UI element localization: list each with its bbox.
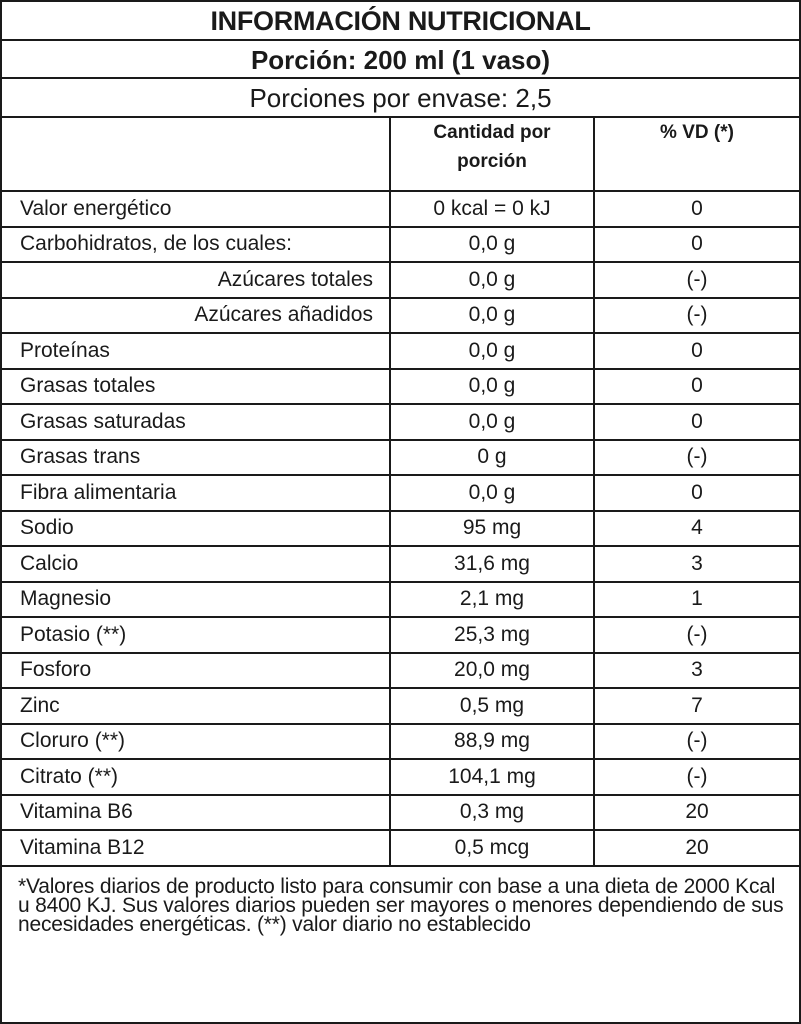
nutrient-amount: 0 kcal = 0 kJ [390, 191, 594, 227]
nutrient-daily-value: (-) [594, 617, 799, 653]
nutrient-name: Valor energético [2, 191, 390, 227]
nutrient-amount: 0,0 g [390, 475, 594, 511]
table-row [2, 724, 799, 760]
nutrient-name: Potasio (**) [2, 617, 390, 653]
table-header-row [2, 118, 799, 191]
table-row [2, 262, 799, 298]
table-row [2, 830, 799, 866]
nutrient-daily-value: 0 [594, 475, 799, 511]
table-row [2, 227, 799, 263]
column-header-amount [390, 118, 594, 191]
label-title: INFORMACIÓN NUTRICIONAL [2, 2, 799, 41]
nutrient-amount: 31,6 mg [390, 546, 594, 582]
nutrient-amount: 0,0 g [390, 369, 594, 405]
table-row [2, 191, 799, 227]
nutrient-daily-value: 0 [594, 404, 799, 440]
column-header-nutrient [2, 118, 390, 191]
servings-per-container: Porciones por envase: 2,5 [2, 79, 799, 118]
nutrient-name: Magnesio [2, 582, 390, 618]
table-row [2, 298, 799, 334]
nutrient-name: Azúcares añadidos [2, 298, 390, 334]
table-row [2, 546, 799, 582]
nutrient-daily-value: 1 [594, 582, 799, 618]
serving-size: Porción: 200 ml (1 vaso) [2, 41, 799, 79]
nutrient-daily-value: 3 [594, 546, 799, 582]
nutrient-daily-value: 4 [594, 511, 799, 547]
nutrient-name: Calcio [2, 546, 390, 582]
nutrient-daily-value: 0 [594, 191, 799, 227]
nutrient-daily-value: 3 [594, 653, 799, 689]
nutrient-name: Grasas saturadas [2, 404, 390, 440]
nutrient-name: Zinc [2, 688, 390, 724]
table-row [2, 440, 799, 476]
nutrient-amount: 0,5 mg [390, 688, 594, 724]
nutrient-amount: 0,0 g [390, 227, 594, 263]
nutrient-name: Proteínas [2, 333, 390, 369]
table-row [2, 475, 799, 511]
table-row [2, 333, 799, 369]
nutrient-daily-value: (-) [594, 262, 799, 298]
nutrient-amount: 0,0 g [390, 333, 594, 369]
nutrient-daily-value: 20 [594, 830, 799, 866]
table-row [2, 759, 799, 795]
nutrient-rows [2, 191, 799, 866]
nutrient-amount: 0 g [390, 440, 594, 476]
nutrient-name: Cloruro (**) [2, 724, 390, 760]
table-row [2, 369, 799, 405]
table-row [2, 404, 799, 440]
table-row [2, 582, 799, 618]
nutrient-daily-value: 7 [594, 688, 799, 724]
nutrient-amount: 95 mg [390, 511, 594, 547]
table-row [2, 617, 799, 653]
nutrient-name: Carbohidratos, de los cuales: [2, 227, 390, 263]
nutrient-name: Azúcares totales [2, 262, 390, 298]
nutrient-amount: 88,9 mg [390, 724, 594, 760]
nutrition-table [2, 118, 799, 867]
table-row [2, 795, 799, 831]
nutrient-amount: 2,1 mg [390, 582, 594, 618]
footnote: *Valores diarios de producto listo para consumir con base a una dieta de 2000 Kcal u 8400 KJ. Sus valores diarios pueden ser mayores o menores dependiendo de sus necesidades energéticas. (**) valor diario no establecido [18, 874, 784, 936]
nutrient-name: Grasas trans [2, 440, 390, 476]
nutrient-name: Fibra alimentaria [2, 475, 390, 511]
table-row [2, 688, 799, 724]
nutrient-name: Citrato (**) [2, 759, 390, 795]
nutrient-amount: 25,3 mg [390, 617, 594, 653]
nutrient-amount: 104,1 mg [390, 759, 594, 795]
table-row [2, 511, 799, 547]
nutrient-daily-value: 20 [594, 795, 799, 831]
nutrient-name: Vitamina B12 [2, 830, 390, 866]
column-header-amount-line1: Cantidad por [433, 122, 551, 143]
nutrient-name: Fosforo [2, 653, 390, 689]
nutrient-name: Sodio [2, 511, 390, 547]
nutrient-amount: 20,0 mg [390, 653, 594, 689]
nutrient-daily-value: (-) [594, 440, 799, 476]
table-row [2, 653, 799, 689]
column-header-daily-value: % VD (*) [594, 118, 799, 191]
nutrient-amount: 0,5 mcg [390, 830, 594, 866]
nutrient-amount: 0,0 g [390, 298, 594, 334]
nutrient-name: Grasas totales [2, 369, 390, 405]
nutrient-daily-value: (-) [594, 724, 799, 760]
nutrient-amount: 0,0 g [390, 404, 594, 440]
nutrient-daily-value: 0 [594, 227, 799, 263]
nutrient-amount: 0,3 mg [390, 795, 594, 831]
column-header-amount-line2: porción [457, 151, 527, 172]
nutrient-daily-value: 0 [594, 369, 799, 405]
nutrient-name: Vitamina B6 [2, 795, 390, 831]
nutrient-daily-value: (-) [594, 759, 799, 795]
nutrient-daily-value: (-) [594, 298, 799, 334]
nutrient-daily-value: 0 [594, 333, 799, 369]
nutrient-amount: 0,0 g [390, 262, 594, 298]
